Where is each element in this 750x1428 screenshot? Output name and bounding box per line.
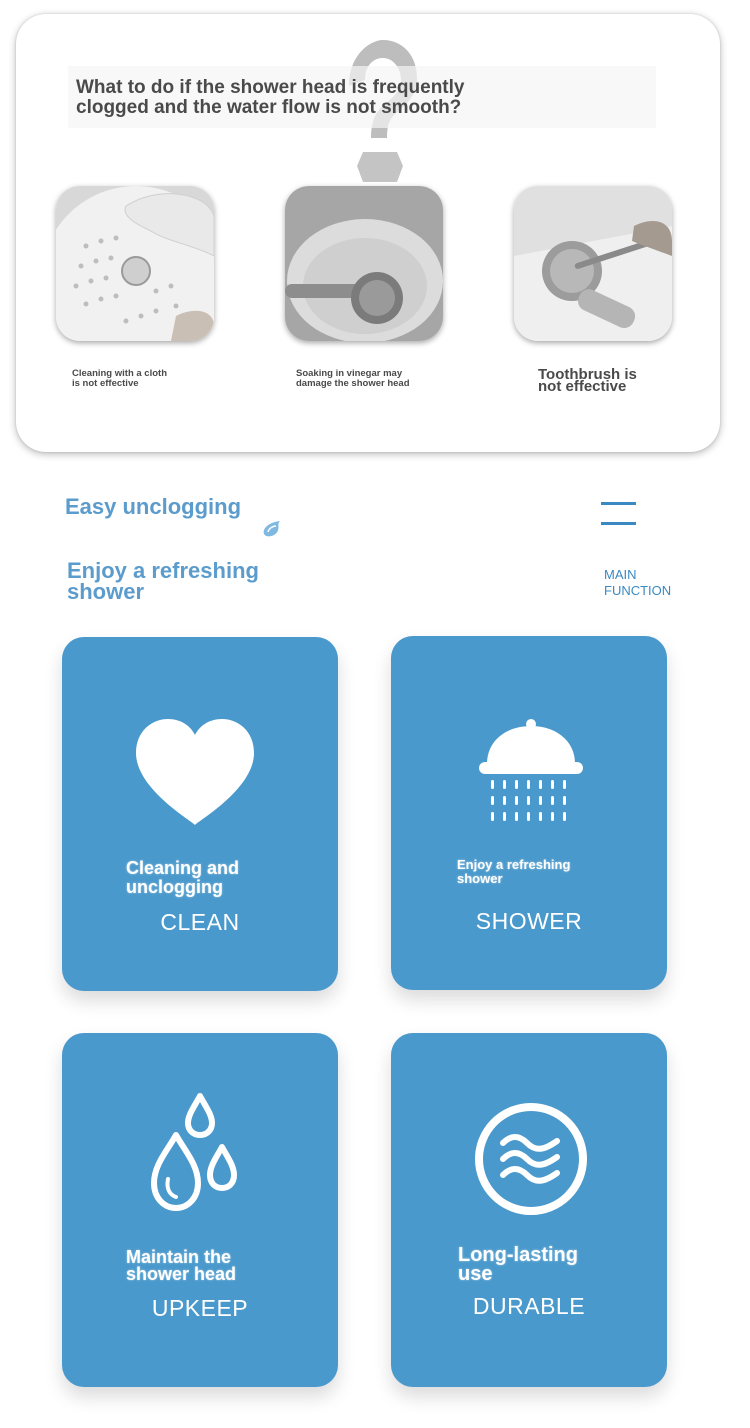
problem-title: What to do if the shower head is frequently clogged and the water flow is not smooth? — [76, 77, 465, 118]
feature-desc-clean: Cleaning and unclogging — [126, 858, 240, 897]
shower-head-icon — [479, 718, 583, 833]
feature-name-durable: DURABLE — [472, 1293, 586, 1319]
toothbrush-photo — [514, 186, 672, 341]
caption-toothbrush: Toothbrush is not effective — [538, 366, 637, 395]
main-function-label: MAIN FUNCTION — [604, 567, 672, 598]
feature-desc-upkeep: Maintain the shower head — [126, 1247, 237, 1284]
problem-card — [16, 14, 720, 452]
menu-icon — [601, 502, 636, 526]
water-drops-icon — [150, 1091, 242, 1213]
feature-name-upkeep: UPKEEP — [151, 1295, 249, 1321]
headline-secondary: Enjoy a refreshing shower — [67, 558, 259, 604]
vinegar-soak-photo — [285, 186, 443, 341]
feature-card-shower — [391, 636, 667, 990]
headline-primary: Easy unclogging — [65, 494, 242, 519]
feature-card-upkeep — [62, 1033, 338, 1387]
feature-card-durable — [391, 1033, 667, 1387]
heart-icon — [134, 717, 256, 827]
caption-vinegar: Soaking in vinegar may damage the shower head — [296, 368, 410, 389]
feature-desc-shower: Enjoy a refreshing shower — [457, 857, 571, 886]
feature-name-shower: SHOWER — [475, 908, 583, 934]
cloth-cleaning-photo — [56, 186, 214, 341]
feature-name-clean: CLEAN — [160, 909, 240, 935]
waves-circle-icon — [473, 1101, 589, 1217]
feature-card-clean — [62, 637, 338, 991]
caption-cloth: Cleaning with a cloth is not effective — [72, 368, 168, 389]
feature-desc-durable: Long-lasting use — [458, 1244, 578, 1285]
water-splash-icon — [260, 518, 286, 540]
